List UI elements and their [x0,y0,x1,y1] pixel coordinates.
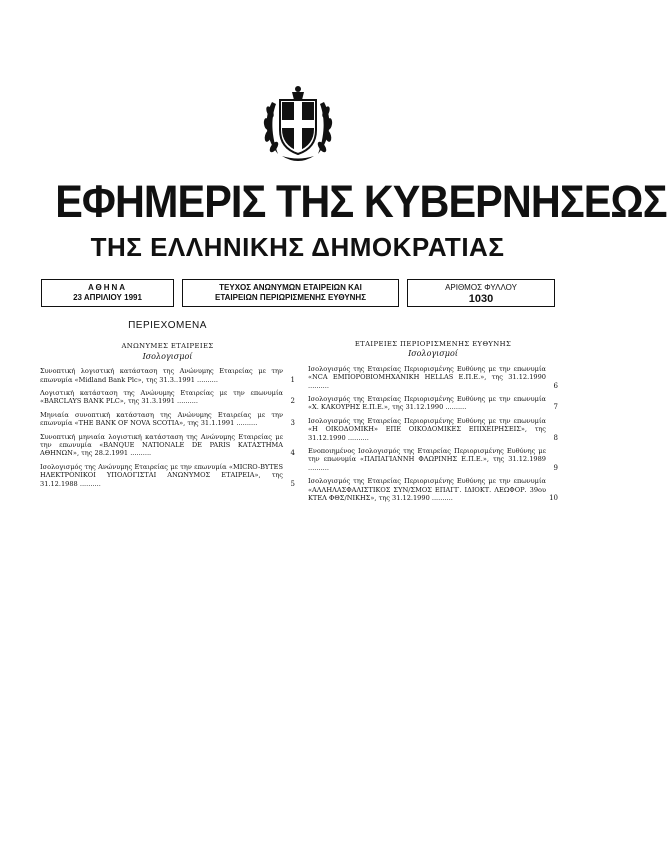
toc-entry-page: 8 [553,433,558,442]
toc-entry [308,477,558,502]
subheading-balance-sheets: Ισολογισμοί [408,349,458,359]
toc-entry [40,433,295,458]
place-date-box [41,279,174,307]
place-text: ΑΘΗΝΑ [87,283,128,292]
toc-entry-text: Λογιστική κατάσταση της Ανώνυμης Εταιρείας με την επωνυμία «BARCLAYS BANK PLC», της 31.3.1991 .......... [40,389,283,406]
sheet-number: 1030 [468,293,494,305]
toc-entry-page: 4 [290,449,295,458]
toc-entry-page: 2 [290,397,295,406]
section-heading-sa: ΑΝΩΝΥΜΕΣ ΕΤΑΙΡΕΙΕΣ [121,342,214,351]
toc-entry-page: 1 [290,375,295,384]
sheet-number-box [407,279,555,307]
toc-entry [308,417,558,442]
toc-entry-text: Ισολογισμός της Ανώνυμης Εταιρείας με την επωνυμία «MICRO-BYTES ΗΛΕΚΤΡΟΝΙΚΟΙ ΥΠΟΛΟΓΙΣΤΑΙ ΑΝΩΝΥΜΟΣ ΕΤΑΙΡΕΙΑ», της 31.12.1988 .......... [40,462,283,488]
toc-entry-text: Ισολογισμός της Εταιρείας Περιορισμένης Ευθύνης με την επωνυμία «NCA ΕΜΠΟΡΟΒΙΟΜΗΧΑΝΙΚΗ HELLAS Ε.Π.Ε.», της 31.12.1990 .......... [308,364,546,390]
toc-entry [308,395,558,412]
contents-left-column [40,322,295,493]
toc-entry-page: 5 [290,479,295,488]
toc-entry [308,365,558,390]
toc-entry-page: 9 [553,463,558,472]
sheet-label: ΑΡΙΘΜΟΣ ΦΥΛΛΟΥ [445,283,517,292]
toc-entry-page: 7 [553,403,558,412]
toc-entry-page: 6 [553,381,558,390]
toc-entry [40,411,295,428]
gazette-title: ΕΦΗΜΕΡΙΣ ΤΗΣ ΚΥΒΕΡΝΗΣΕΩΣ [55,176,667,227]
issue-line-2: ΕΤΑΙΡΕΙΩΝ ΠΕΡΙΩΡΙΣΜΕΝΗΣ ΕΥΘΥΝΗΣ [214,293,367,302]
toc-entry-text: Ισολογισμός της Εταιρείας Περιορισμένης Ευθύνης με την επωνυμία «ΑΛΛΗΛΑΣΦΑΛΙΣΤΙΚΟΣ ΣΥΝ/ΣΜΟΣ ΕΠΑΓΓ. ΙΔΙΟΚΤ. ΛΕΩΦΟΡ. 39ου ΚΤΕΛ ΦΘΣ/ΝΙΚΗΣ», της 31.12.1990 .......... [308,477,546,503]
issue-box [182,279,399,307]
gazette-subtitle: ΤΗΣ ΕΛΛΗΝΙΚΗΣ ΔΗΜΟΚΡΑΤΙΑΣ [90,232,505,262]
toc-entry [40,389,295,406]
toc-entry-text: Συνοπτική μηνιαία λογιστική κατάσταση της Ανώνυμης Εταιρείας με την επωνυμία «BANQUE NATIONALE DE PARIS ΚΑΤΑΣΤΗΜΑ ΑΘΗΝΩΝ», της 28.2.1991 .......... [40,432,283,458]
issue-line-1: ΤΕΥΧΟΣ ΑΝΩΝΥΜΩΝ ΕΤΑΙΡΕΙΩΝ ΚΑΙ [219,283,362,292]
greek-coat-of-arms-icon [258,82,338,166]
contents-heading: ΠΕΡΙΕΧΟΜΕΝΑ [128,320,207,331]
toc-entry-text: Ενοποιημένος Ισολογισμός της Εταιρείας Περιορισμένης Ευθύνης με την επωνυμία «ΠΑΠΑΓΙΑΝΝΗ ΦΛΩΡΙΝΗΣ Ε.Π.Ε.», της 31.12.1989 .......... [308,447,546,472]
contents-right-column [308,340,558,508]
toc-entry [40,463,295,488]
date-text: 23 ΑΠΡΙΛΙΟΥ 1991 [73,293,142,302]
toc-entry-page: 3 [290,419,295,428]
toc-entry-text: Συνοπτική λογιστική κατάσταση της Ανώνυμης Εταιρείας με την επωνυμία «Midland Bank Plc», της 31.3..1991 .......... [40,367,283,384]
toc-entry [308,447,558,472]
section-heading-epe: ΕΤΑΙΡΕΙΕΣ ΠΕΡΙΟΡΙΣΜΕΝΗΣ ΕΥΘΥΝΗΣ [354,340,512,348]
toc-entry [40,367,295,384]
subheading-balance-sheets: Ισολογισμοί [142,351,193,361]
toc-entry-text: Μηνιαία συνοπτική κατάσταση της Ανώνυμης Εταιρείας με την επωνυμία «THE BANK OF NOVA SCOTIA», της 31.1.1991 .......... [40,410,283,428]
toc-entry-page: 10 [549,494,558,503]
toc-entry-text: Ισολογισμός της Εταιρείας Περιορισμένης Ευθύνης με την επωνυμία «Η ΟΙΚΟΔΟΜΙΚΗ» ΕΠΕ ΟΙΚΟΔΟΜΙΚΕΣ ΕΠΙΧΕΙΡΗΣΕΙΣ», της 31.12.1990 .......... [308,416,546,442]
toc-entry-text: Ισολογισμός της Εταιρείας Περιορισμένης Ευθύνης με την επωνυμία «Χ. ΚΑΚΟΥΡΗΣ Ε.Π.Ε.», της 31.12.1990 .......... [308,395,546,412]
